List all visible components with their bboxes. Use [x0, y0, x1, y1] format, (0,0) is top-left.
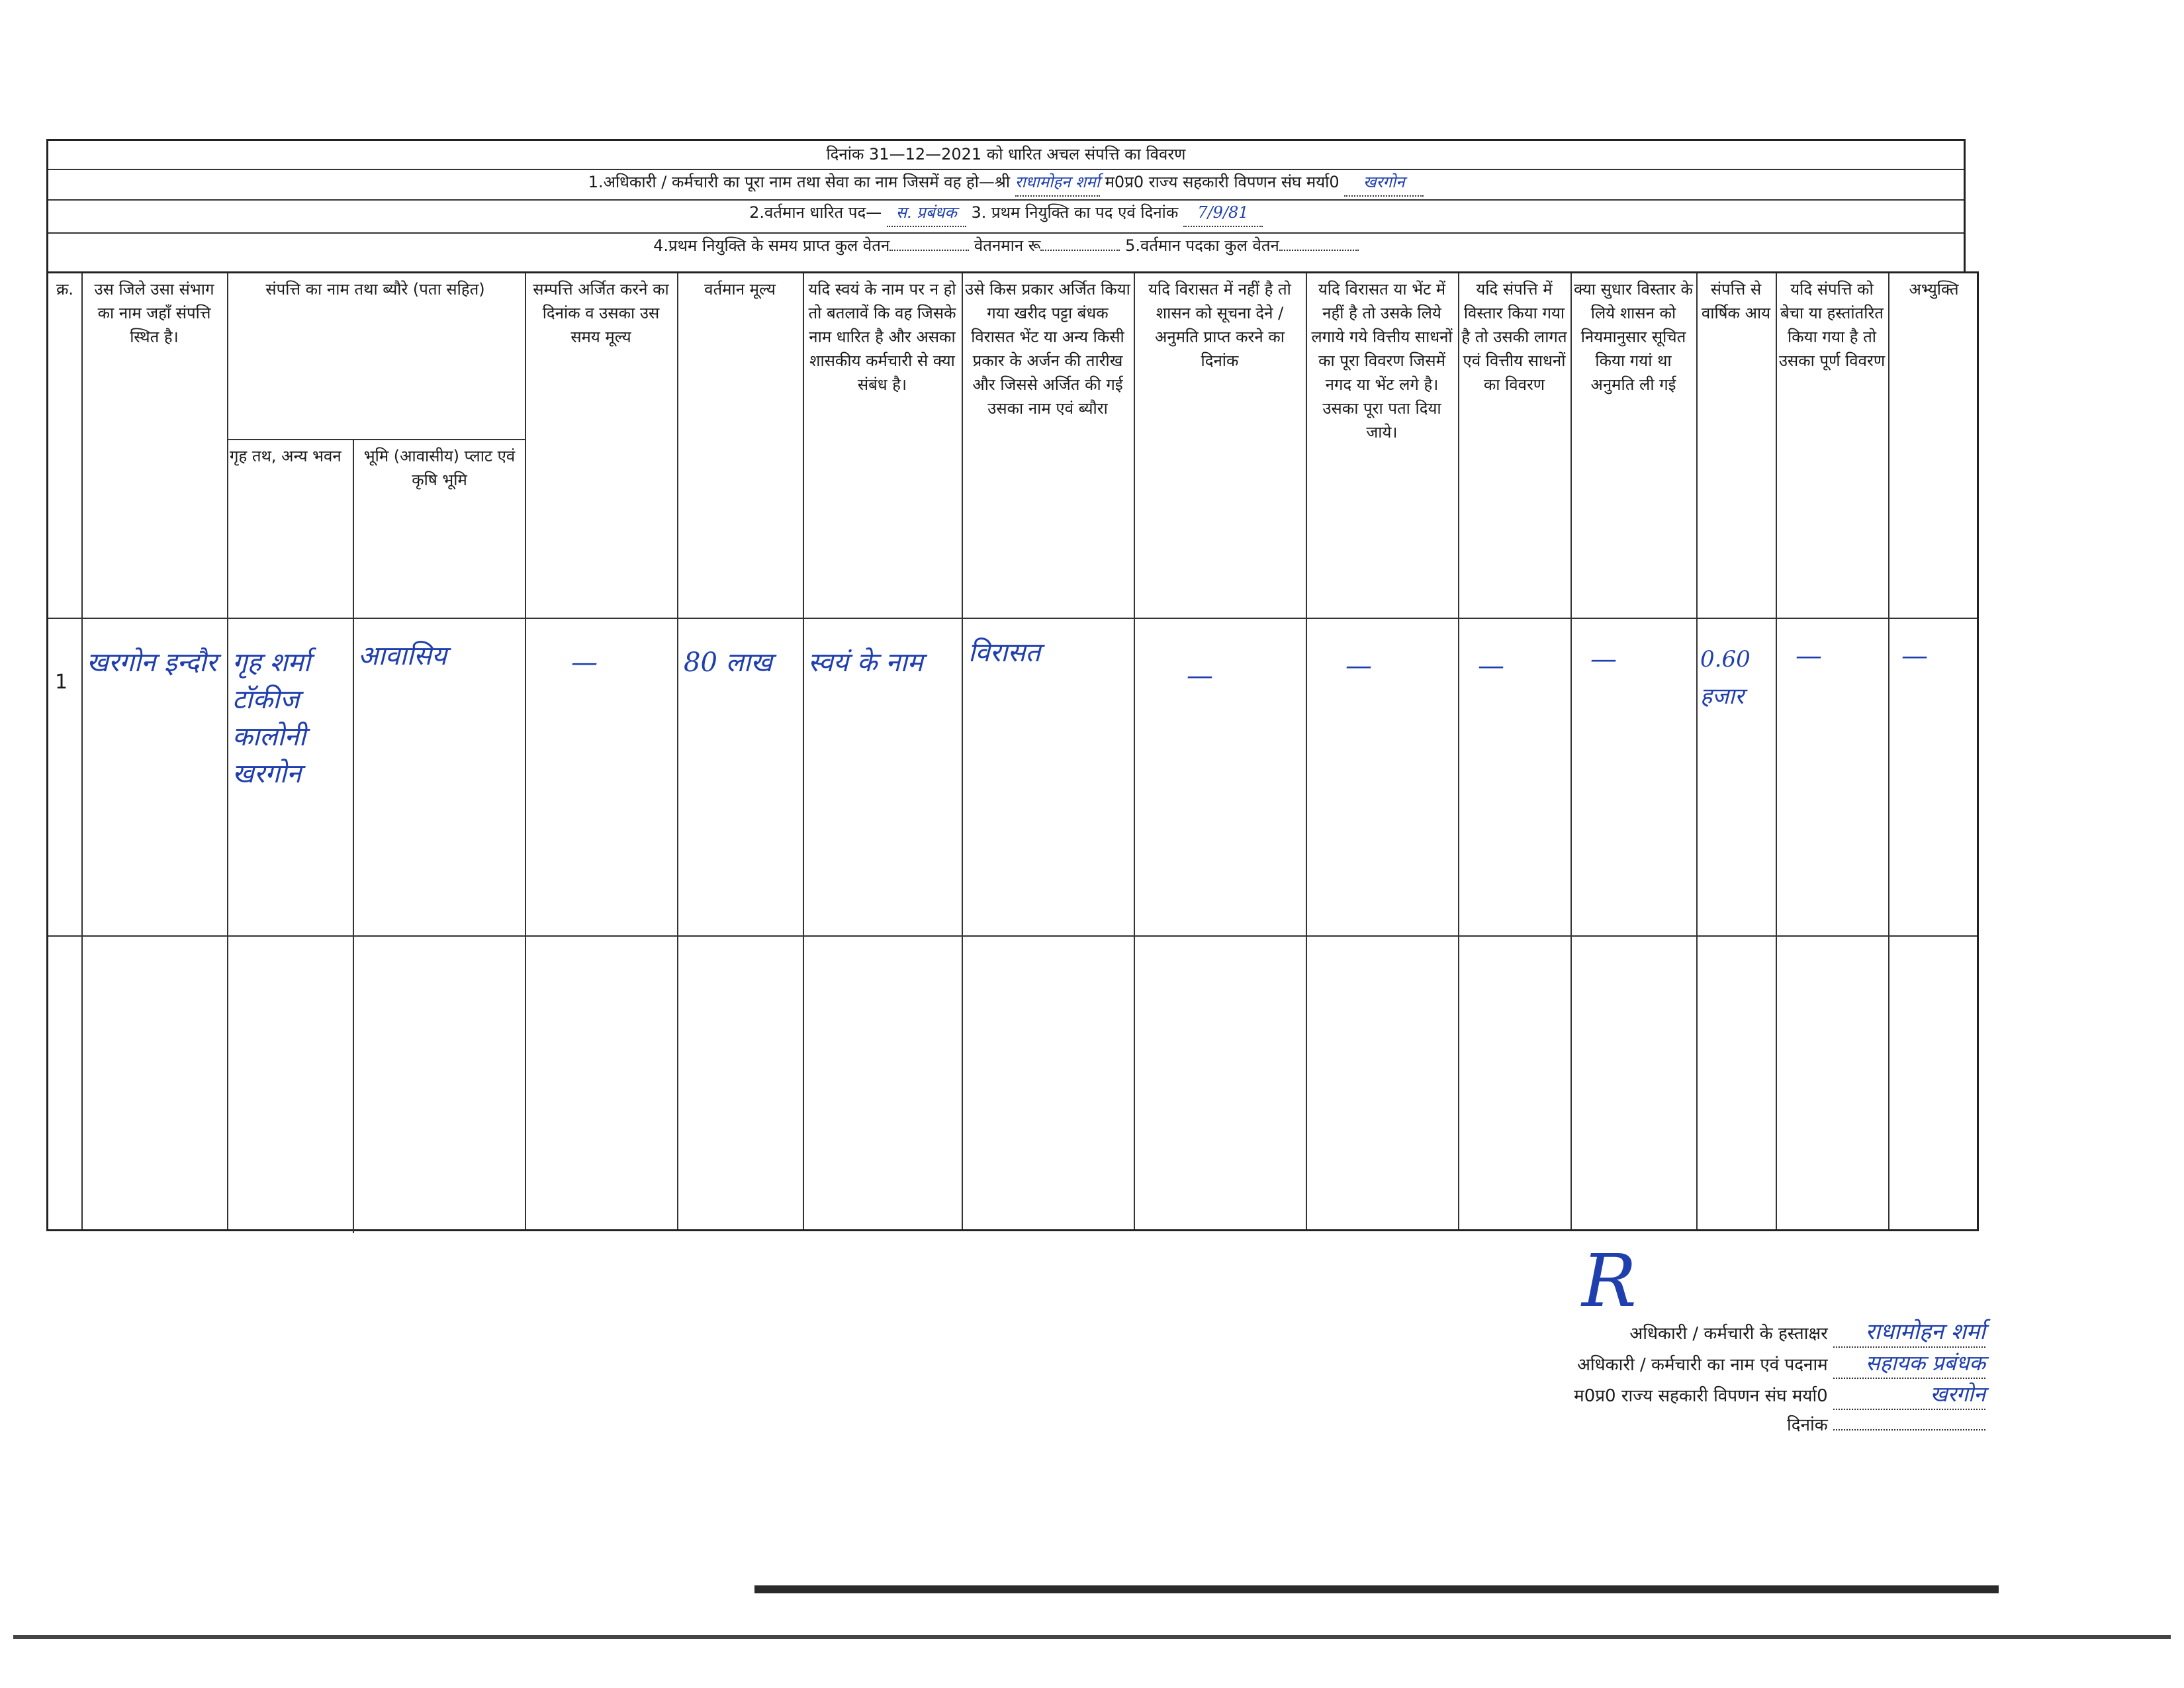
col-annual-income: संपत्ति से वार्षिक आय — [1701, 280, 1771, 322]
scan-edge-line — [754, 1585, 1999, 1593]
post-label: 2.वर्तमान धारित पद— — [749, 203, 882, 222]
row1-value: 80 लाख — [684, 647, 772, 678]
initial-salary-blank — [889, 250, 969, 251]
col-serial: क्र. — [56, 280, 74, 299]
col-extension: यदि संपत्ति में विस्तार किया गया है तो उसकी लागत एवं वित्तीय साधनों का विवरण — [1461, 280, 1567, 394]
pay-scale-blank — [1040, 250, 1120, 251]
pay-scale-label: वेतनमान रू — [974, 236, 1041, 255]
org-place-value: खरगोन — [1344, 169, 1424, 197]
subcol-land: भूमि (आवासीय) प्लाट एवं कृषि भूमि — [363, 447, 516, 489]
signature-block — [993, 1317, 1985, 1440]
post-line — [48, 199, 1964, 234]
row1-extension: — — [1478, 651, 1504, 681]
row1-land: आवासिय — [358, 641, 447, 671]
signature-mark: R — [1582, 1239, 1637, 1323]
col-acquisition-mode: उसे किस प्रकार अर्जित किया गया खरीद पट्टा बंधक विरासत भेंट या अन्य किसी प्रकार के अर्जन की तारीख और जिससे अर्जित की गई उसका नाम एवं ब्यौरा — [965, 280, 1130, 418]
col-permission-date: यदि विरासत में नहीं है तो शासन को सूचना देने / अनुमति प्राप्त करने का दिनांक — [1148, 280, 1291, 370]
subcol-house: गृह तथ, अन्य भवन — [230, 447, 341, 465]
row1-serial: 1 — [55, 671, 68, 694]
first-appointment-label: 3. प्रथम नियुक्ति का पद एवं दिनांक — [971, 203, 1179, 222]
organisation-place-value: खरगोन — [1833, 1380, 1985, 1410]
property-table — [46, 271, 1979, 1231]
row1-improvement: — — [1590, 644, 1617, 675]
row1-acquisition: — — [571, 647, 598, 678]
row1-sold: — — [1796, 641, 1822, 671]
designation-label: अधिकारी / कर्मचारी का नाम एवं पदनाम — [1577, 1355, 1828, 1375]
designation-line — [993, 1348, 1985, 1380]
form-title: दिनांक 31—12—2021 को धारित अचल संपत्ति का विवरण — [48, 141, 1964, 170]
organisation-line — [993, 1380, 1985, 1411]
col-district: उस जिले उसा संभाग का नाम जहाँ संपत्ति स्थित है। — [94, 280, 214, 346]
col-holder: यदि स्वयं के नाम पर न हो तो बतलावें कि वह जिसके नाम धारित है और असका शासकीय कर्मचारी से क्या संबंध है। — [808, 280, 956, 394]
scan-bottom-line — [13, 1635, 2171, 1639]
org-label: म0प्र0 राज्य सहकारी विपणन संघ मर्या0 — [1105, 173, 1340, 191]
post-value: स. प्रबंधक — [887, 199, 966, 227]
row1-financial-means: — — [1345, 651, 1372, 681]
first-appointment-date: 7/9/81 — [1183, 199, 1263, 227]
current-salary-label: 5.वर्तमान पदका कुल वेतन — [1125, 236, 1279, 255]
employee-name-value: राधामोहन शर्मा — [1015, 169, 1100, 197]
form-header — [46, 139, 1966, 271]
col-financial-means: यदि विरासत या भेंट में नहीं है तो उसके लिये लगाये गये वित्तीय साधनों का पूरा विवरण जिसमें नगद या भेंट लगे है। उसका पूरा पता दिया जाये। — [1311, 280, 1453, 442]
col-current-value: वर्तमान मूल्य — [704, 280, 776, 299]
col-improvement-permission: क्या सुधार विस्तार के लिये शासन को नियमानुसार सूचित किया गयां था अनुमति ली गई — [1574, 280, 1693, 394]
signature-label: अधिकारी / कर्मचारी के हस्ताक्षर — [1629, 1324, 1828, 1344]
initial-salary-label: 4.प्रथम नियुक्ति के समय प्राप्त कुल वेतन — [653, 236, 890, 255]
employee-name-line — [48, 169, 1964, 201]
col-property-name: संपत्ति का नाम तथा ब्यौरे (पता सहित) — [265, 280, 485, 299]
current-salary-blank — [1279, 250, 1359, 251]
salary-line — [48, 232, 1964, 261]
date-label: दिनांक — [1787, 1415, 1828, 1435]
col-sold-details: यदि संपत्ति को बेचा या हस्तांतरित किया गया है तो उसका पूर्ण विवरण — [1778, 280, 1886, 370]
col-acquisition-date: सम्पत्ति अर्जित करने का दिनांक व उसका उस समय मूल्य — [533, 280, 669, 346]
row1-holder: स्वयं के नाम — [808, 647, 923, 678]
signature-line — [993, 1317, 1985, 1348]
row1-permission-date: — — [1187, 661, 1213, 691]
row1-acquisition-mode: विरासत — [968, 637, 1041, 668]
date-blank — [1833, 1429, 1985, 1430]
row1-district: खरगोन इन्दौर — [87, 647, 217, 678]
date-line — [993, 1411, 1985, 1440]
name-label: 1.अधिकारी / कर्मचारी का पूरा नाम तथा सेवा का नाम जिसमें वह हो—श्री — [588, 173, 1011, 191]
row1-annual-income: 0.60 हजार — [1700, 646, 1751, 710]
row1-house: गृह शर्मा टॉकीज कालोनी खरगोन — [232, 647, 310, 789]
row1-remarks: — — [1901, 641, 1928, 671]
signature-name-value: राधामोहन शर्मा — [1833, 1317, 1985, 1348]
designation-value: सहायक प्रबंधक — [1833, 1348, 1985, 1379]
organisation-label: म0प्र0 राज्य सहकारी विपणन संघ मर्या0 — [1574, 1386, 1828, 1406]
col-remarks: अभ्युक्ति — [1909, 280, 1959, 299]
